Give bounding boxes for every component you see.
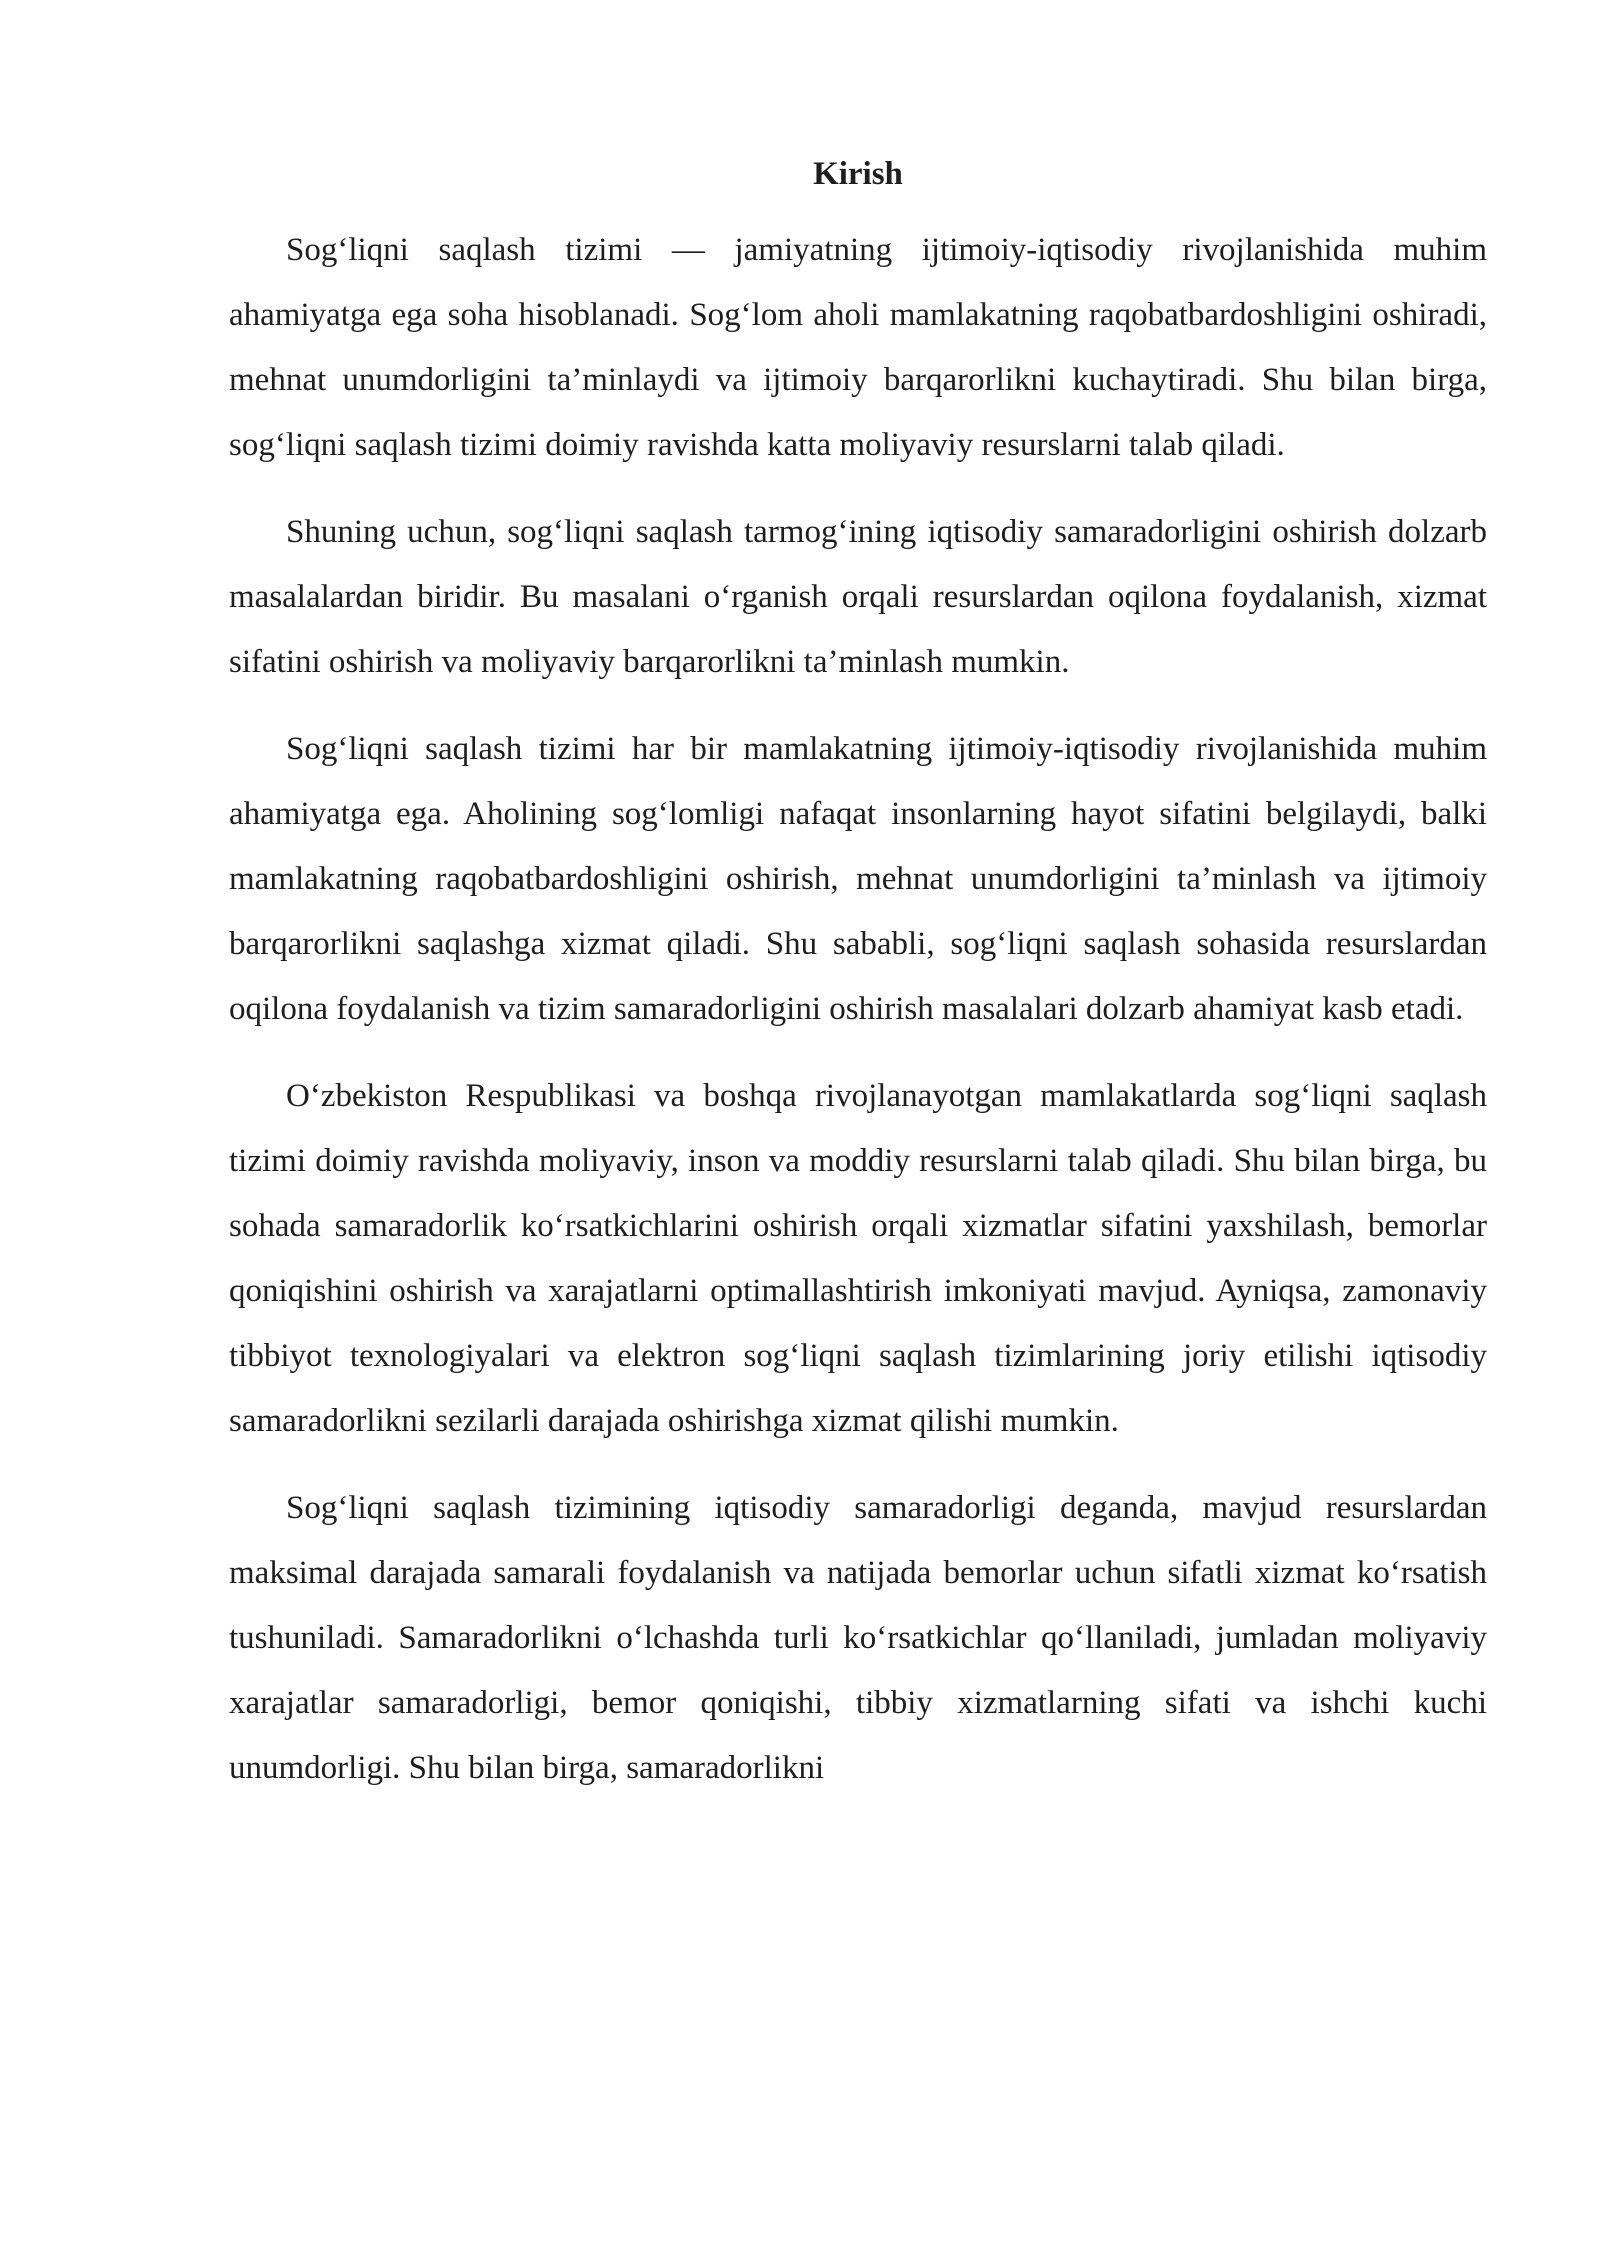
paragraph-3: Sog‘liqni saqlash tizimi har bir mamlakatning ijtimoiy-iqtisodiy rivojlanishida muhim ahamiyatga ega. Aholining sog‘lomligi nafaqat insonlarning hayot sifatini belgilaydi, balki mamlakatning raqobatbardoshligini oshirish, mehnat unumdorligini ta’minlash va ijtimoiy barqarorlikni saqlashga xizmat qiladi. Shu sababli, sog‘liqni saqlash sohasida resurslardan oqilona foydalanish va tizim samaradorligini oshirish masalalari dolzarb ahamiyat kasb etadi. [229,731,1487,1027]
page-title: Kirish [813,156,903,192]
paragraph-5: Sog‘liqni saqlash tizimining iqtisodiy samaradorligi deganda, mavjud resurslardan maksimal darajada samarali foydalanish va natijada bemorlar uchun sifatli xizmat ko‘rsatish tushuniladi. Samaradorlikni o‘lchashda turli ko‘rsatkichlar qo‘llaniladi, jumladan moliyaviy xarajatlar samaradorligi, bemor qoniqishi, tibbiy xizmatlarning sifati va ishchi kuchi unumdorligi. Shu bilan birga, samaradorlikni [229,1490,1487,1786]
paragraph-4: O‘zbekiston Respublikasi va boshqa rivojlanayotgan mamlakatlarda sog‘liqni saqlash tizimi doimiy ravishda moliyaviy, inson va moddiy resurslarni talab qiladi. Shu bilan birga, bu sohada samaradorlik ko‘rsatkichlarini oshirish orqali xizmatlar sifatini yaxshilash, bemorlar qoniqishini oshirish va xarajatlarni optimallashtirish imkoniyati mavjud. Ayniqsa, zamonaviy tibbiyot texnologiyalari va elektron sog‘liqni saqlash tizimlarining joriy etilishi iqtisodiy samaradorlikni sezilarli darajada oshirishga xizmat qilishi mumkin. [229,1078,1487,1439]
document-body [229,146,1487,1823]
paragraph-1: Sog‘liqni saqlash tizimi — jamiyatning ijtimoiy-iqtisodiy rivojlanishida muhim ahamiyatga ega soha hisoblanadi. Sog‘lom aholi mamlakatning raqobatbardoshligini oshiradi, mehnat unumdorligini ta’minlaydi va ijtimoiy barqarorlikni kuchaytiradi. Shu bilan birga, sog‘liqni saqlash tizimi doimiy ravishda katta moliyaviy resurslarni talab qiladi. [229,232,1487,463]
paragraph-2: Shuning uchun, sog‘liqni saqlash tarmog‘ining iqtisodiy samaradorligini oshirish dolzarb masalalardan biridir. Bu masalani o‘rganish orqali resurslardan oqilona foydalanish, xizmat sifatini oshirish va moliyaviy barqarorlikni ta’minlash mumkin. [229,514,1487,680]
